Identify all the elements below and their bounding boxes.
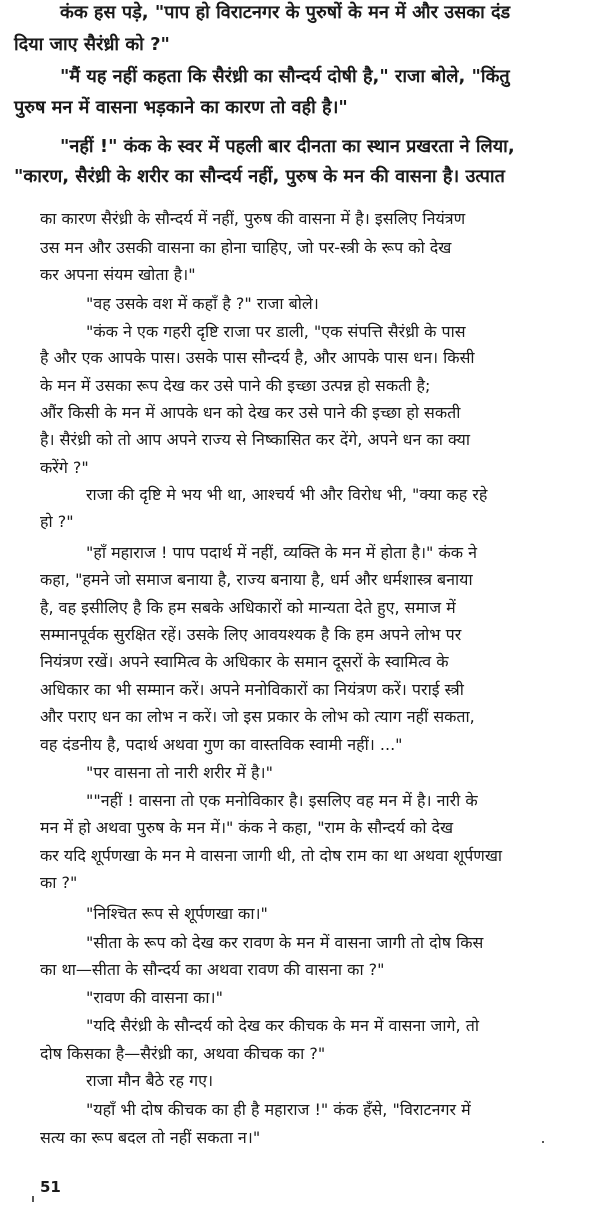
body-text-line: औंर किसी के मन में आपके धन को देख कर उसे पाने की इच्छा हो सकती (40, 403, 461, 422)
body-text-line: "यहाँ भी दोष कीचक का ही है महाराज !" कंक हँसे, "विराटनगर में (86, 1100, 471, 1119)
body-text-line: वह दंडनीय है, पदार्थ अथवा गुण का वास्तविक स्वामी नहीं। ..." (40, 735, 403, 754)
body-text-line: कहा, "हमने जो समाज बनाया है, राज्य बनाया है, धर्म और धर्मशास्त्र बनाया (40, 570, 473, 589)
body-text-line: हो ?" (40, 512, 74, 531)
body-text-line: सत्य का रूप बदल तो नहीं सकता न।" (40, 1128, 261, 1147)
body-text-line: "वह उसके वश में कहाँ है ?" राजा बोले। (86, 294, 319, 313)
body-text-line: उस मन और उसकी वासना का होना चाहिए, जो पर-स्त्री के रूप को देख (40, 238, 452, 257)
body-text-line: करेंगे ?" (40, 458, 89, 477)
body-text-line: "पर वासना तो नारी शरीर में है।" (86, 763, 273, 782)
body-text-line: है और एक आपके पास। उसके पास सौन्दर्य है, और आपके पास धन। किसी (40, 348, 475, 367)
body-text-line: है। सैरंध्री को तो आप अपने राज्य से निष्कासित कर देंगे, अपने धन का क्या (40, 430, 470, 449)
body-text-line: का था—सीता के सौन्दर्य का अथवा रावण की वासना का ?" (40, 960, 385, 979)
body-text-line: "रावण की वासना का।" (86, 988, 223, 1007)
body-text-line: ""नहीं ! वासना तो एक मनोविकार है। इसलिए वह मन में है। नारी के (86, 791, 478, 810)
body-text-line: सम्मानपूर्वक सुरक्षित रहें। उसके लिए आवयश्यक है कि हम अपने लोभ पर (40, 625, 462, 644)
body-text-line: मन में हो अथवा पुरुष के मन में।" कंक ने कहा, "राम के सौन्दर्य को देख (40, 818, 454, 837)
body-text-line: और पराए धन का लोभ न करें। जो इस प्रकार के लोभ को त्याग नहीं सकता, (40, 707, 475, 726)
body-text-line: "कंक ने एक गहरी दृष्टि राजा पर डाली, "एक संपत्ति सैरंध्री के पास (86, 322, 466, 341)
body-text-line: के मन में उसका रूप देख कर उसे पाने की इच्छा उत्पन्न हो सकती है; (40, 376, 431, 395)
top-text-line: दिया जाए सैरंध्री को ?" (14, 34, 170, 55)
scan-speck (32, 1196, 34, 1202)
body-text-line: कर यदि शूर्पणखा के मन मे वासना जागी थी, तो दोष राम का था अथवा शूर्पणखा (40, 846, 503, 865)
top-text-line: "कारण, सैरंध्री के शरीर का सौन्दर्य नहीं, पुरुष के मन की वासना है। उत्पात (14, 166, 505, 187)
top-text-line: कंक हस पड़े, "पाप हो विराटनगर के पुरुषों के मन में और उसका दंड (60, 2, 511, 23)
body-text-line: राजा मौन बैठे रह गए। (86, 1071, 214, 1090)
body-text-line: "सीता के रूप को देख कर रावण के मन में वासना जागी तो दोष किस (86, 933, 484, 952)
body-text-line: "निश्चित रूप से शूर्पणखा का।" (86, 904, 268, 923)
body-text-line: का ?" (40, 873, 78, 892)
page-number: 51 (40, 1178, 61, 1196)
body-text-line: अधिकार का भी सम्मान करें। अपने मनोविकारों का नियंत्रण करें। पराई स्त्री (40, 680, 464, 699)
top-text-line: "मैं यह नहीं कहता कि सैरंध्री का सौन्दर्य दोषी है," राजा बोले, "किंतु (60, 66, 510, 87)
body-text-line: कर अपना संयम खोता है।" (40, 265, 196, 284)
top-text-line: "नहीं !" कंक के स्वर में पहली बार दीनता का स्थान प्रखरता ने लिया, (60, 136, 515, 157)
body-text-line: "हाँ महाराज ! पाप पदार्थ में नहीं, व्यक्ति के मन में होता है।" कंक ने (86, 543, 478, 562)
body-text-line: दोष किसका है—सैरंध्री का, अथवा कीचक का ?" (40, 1044, 326, 1063)
top-text-line: पुरुष मन में वासना भड़काने का कारण तो वही है।" (14, 97, 348, 118)
body-text-line: राजा की दृष्टि मे भय भी था, आश्चर्य भी और विरोध भी, "क्या कह रहे (86, 485, 488, 504)
scan-speck (542, 1141, 544, 1143)
body-text-line: "यदि सैरंध्री के सौन्दर्य को देख कर कीचक के मन में वासना जागे, तो (86, 1016, 479, 1035)
body-text-line: नियंत्रण रखें। अपने स्वामित्व के अधिकार के समान दूसरों के स्वामित्व के (40, 652, 449, 671)
body-text-line: का कारण सैरंध्री के सौन्दर्य में नहीं, पुरुष की वासना में है। इसलिए नियंत्रण (40, 209, 466, 228)
body-text-line: है, वह इसीलिए है कि हम सबके अधिकारों को मान्यता देते हुए, समाज में (40, 598, 456, 617)
